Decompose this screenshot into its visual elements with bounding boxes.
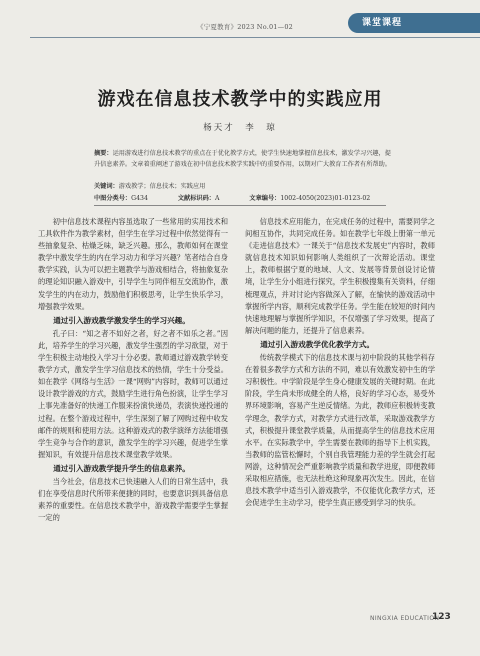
doc-code-field <box>178 195 234 202</box>
body-column-right <box>245 216 435 509</box>
column-tag: 课堂课程 <box>348 13 480 33</box>
page-number: 123 <box>432 612 451 622</box>
section-heading: 通过引入游戏教学优化教学方式。 <box>260 339 375 349</box>
paragraph: 当今社会，信息技术已快速融入人们的日常生活中，我们在享受信息时代所带来便捷的同时，也要意识到具备信息素养的重要性。在信息技术教学中，游戏教学需要学生掌握一定的 <box>38 476 228 523</box>
clc-value: G434 <box>131 195 148 202</box>
article-id-label: 文章编号： <box>249 195 281 202</box>
abstract-text: 运用游戏进行信息技术教学的重点在于优化教学方式，使学生快速地掌握信息技术，激发学习兴趣，提升信息素养。文章着重阐述了游戏在初中信息技术教学实践中的重要作用，以期对广大教育工作者有所帮助。 <box>94 150 391 168</box>
article-id-field <box>249 195 384 202</box>
keywords-label: 关键词： <box>94 183 119 190</box>
keywords <box>94 181 394 190</box>
section-heading: 通过引入游戏教学激发学生的学习兴趣。 <box>53 315 190 325</box>
footer-journal-name: NINGXIA EDUCATION <box>370 615 440 622</box>
article-meta <box>94 193 414 202</box>
paragraph: 初中信息技术课程内容虽选取了一些常用的实用技术和工具软件作为教学素材，但学生在学习过程中依然觉得有一些抽象复杂、枯燥乏味，缺乏兴趣。那么，教师如何在课堂教学中激发学生的内在学习动力和学习兴趣？笔者结合自身教学实践，认为可以把主题教学与游戏相结合，将抽象复杂的理论知识融入游戏中，引导学生与同伴相互交流协作，激发学生的内在动力，鼓励他们积极思考，让学生快乐学习，增强教学效果。 <box>38 217 228 311</box>
doc-code-label: 文献标识码： <box>177 195 215 202</box>
paragraph: 信息技术应用能力，在完成任务的过程中，需要同学之间相互协作，共同完成任务。如在教学七年级上册第一单元《走进信息技术》一课关于“信息技术发展史”内容时，教师就信息技术知识如何影响人类组织了一次辩论活动。课堂上，教师根据宁夏的地域、人文、发展等背景创设讨论情境，让学生分小组进行探究，学生积极搜集有关资料，仔细梳理观点，并对讨论内容做深入了解，在愉快的游戏活动中掌握所学内容，顺利完成教学任务。学生能在较短的时间内快速地理解与掌握所学知识，不仅增强了学习效果，提高了解决问题的能力，还提升了信息素养。 <box>245 217 435 335</box>
header-rule <box>30 37 480 38</box>
keywords-text: 游戏教学；信息技术；实践应用 <box>118 183 206 190</box>
paragraph: 孔子曰：“知之者不如好之者，好之者不如乐之者。”因此，培养学生的学习兴趣，激发学生强烈的学习欲望，对于学生积极主动地投入学习十分必要。教师通过游戏教学转变教学方式，激发学生学习信息技术的热情，学生十分受益。如在教学《网络与生活》一课“网购”内容时，教师可以通过设计教学游戏的方式，鼓励学生进行角色扮演，让学生学习上事先准备好的快递工作服来扮演快递员，表演快递投递的过程。在整个游戏过程中，学生深刻了解了网购过程中收发邮件的规则和使用方法。这种游戏式的教学演绎方法能增强学生竞争与合作的意识，激发学生的学习兴趣，促进学生掌握知识，有效提升信息技术课堂教学效果。 <box>38 328 228 459</box>
meta-rule <box>94 205 386 206</box>
article-id-value: 1002-4050(2023)01-0123-02 <box>280 195 371 202</box>
running-header-journal: 《宁夏教育》2023 No.01—02 <box>197 23 294 31</box>
clc-label: 中图分类号： <box>94 195 132 202</box>
abstract-label: 摘要： <box>94 150 113 157</box>
paragraph: 传统教学模式下的信息技术课与初中阶段的其他学科存在着很多教学方式和方法的不同，难以有效激发初中生的学习积极性。中学阶段是学生身心健康发展的关键时期。在此阶段，学生尚未形成健全的人格，良好的学习心态，易受外界环境影响，容易产生逆反情绪。为此，教师应积极转变教学理念，教学方式，对教学方式进行改革，采取游戏教学方式，积极提升课堂教学质量，从而提高学生的信息技术应用水平。在实际教学中，学生需要在教师的指导下上机实践，当教师的监管松懈时，个别自我管理能力差的学生就会打起网游，这种情况会严重影响教学质量和教学进度，即便教师采取相应措施，也无法杜绝这种现象再次发生。因此，在信息技术教学中适当引入游戏教学，不仅能优化教学方式，还会促进学生主动学习，使学生真正感受到学习的快乐。 <box>245 353 435 508</box>
article-authors: 杨天才 李 琼 <box>203 123 277 133</box>
clc-field <box>94 195 162 202</box>
abstract <box>94 148 394 170</box>
body-column-left <box>38 216 228 524</box>
article-title: 游戏在信息技术教学中的实践应用 <box>97 89 383 110</box>
section-heading: 通过引入游戏教学提升学生的信息素养。 <box>53 463 190 473</box>
doc-code-value: A <box>214 195 220 202</box>
